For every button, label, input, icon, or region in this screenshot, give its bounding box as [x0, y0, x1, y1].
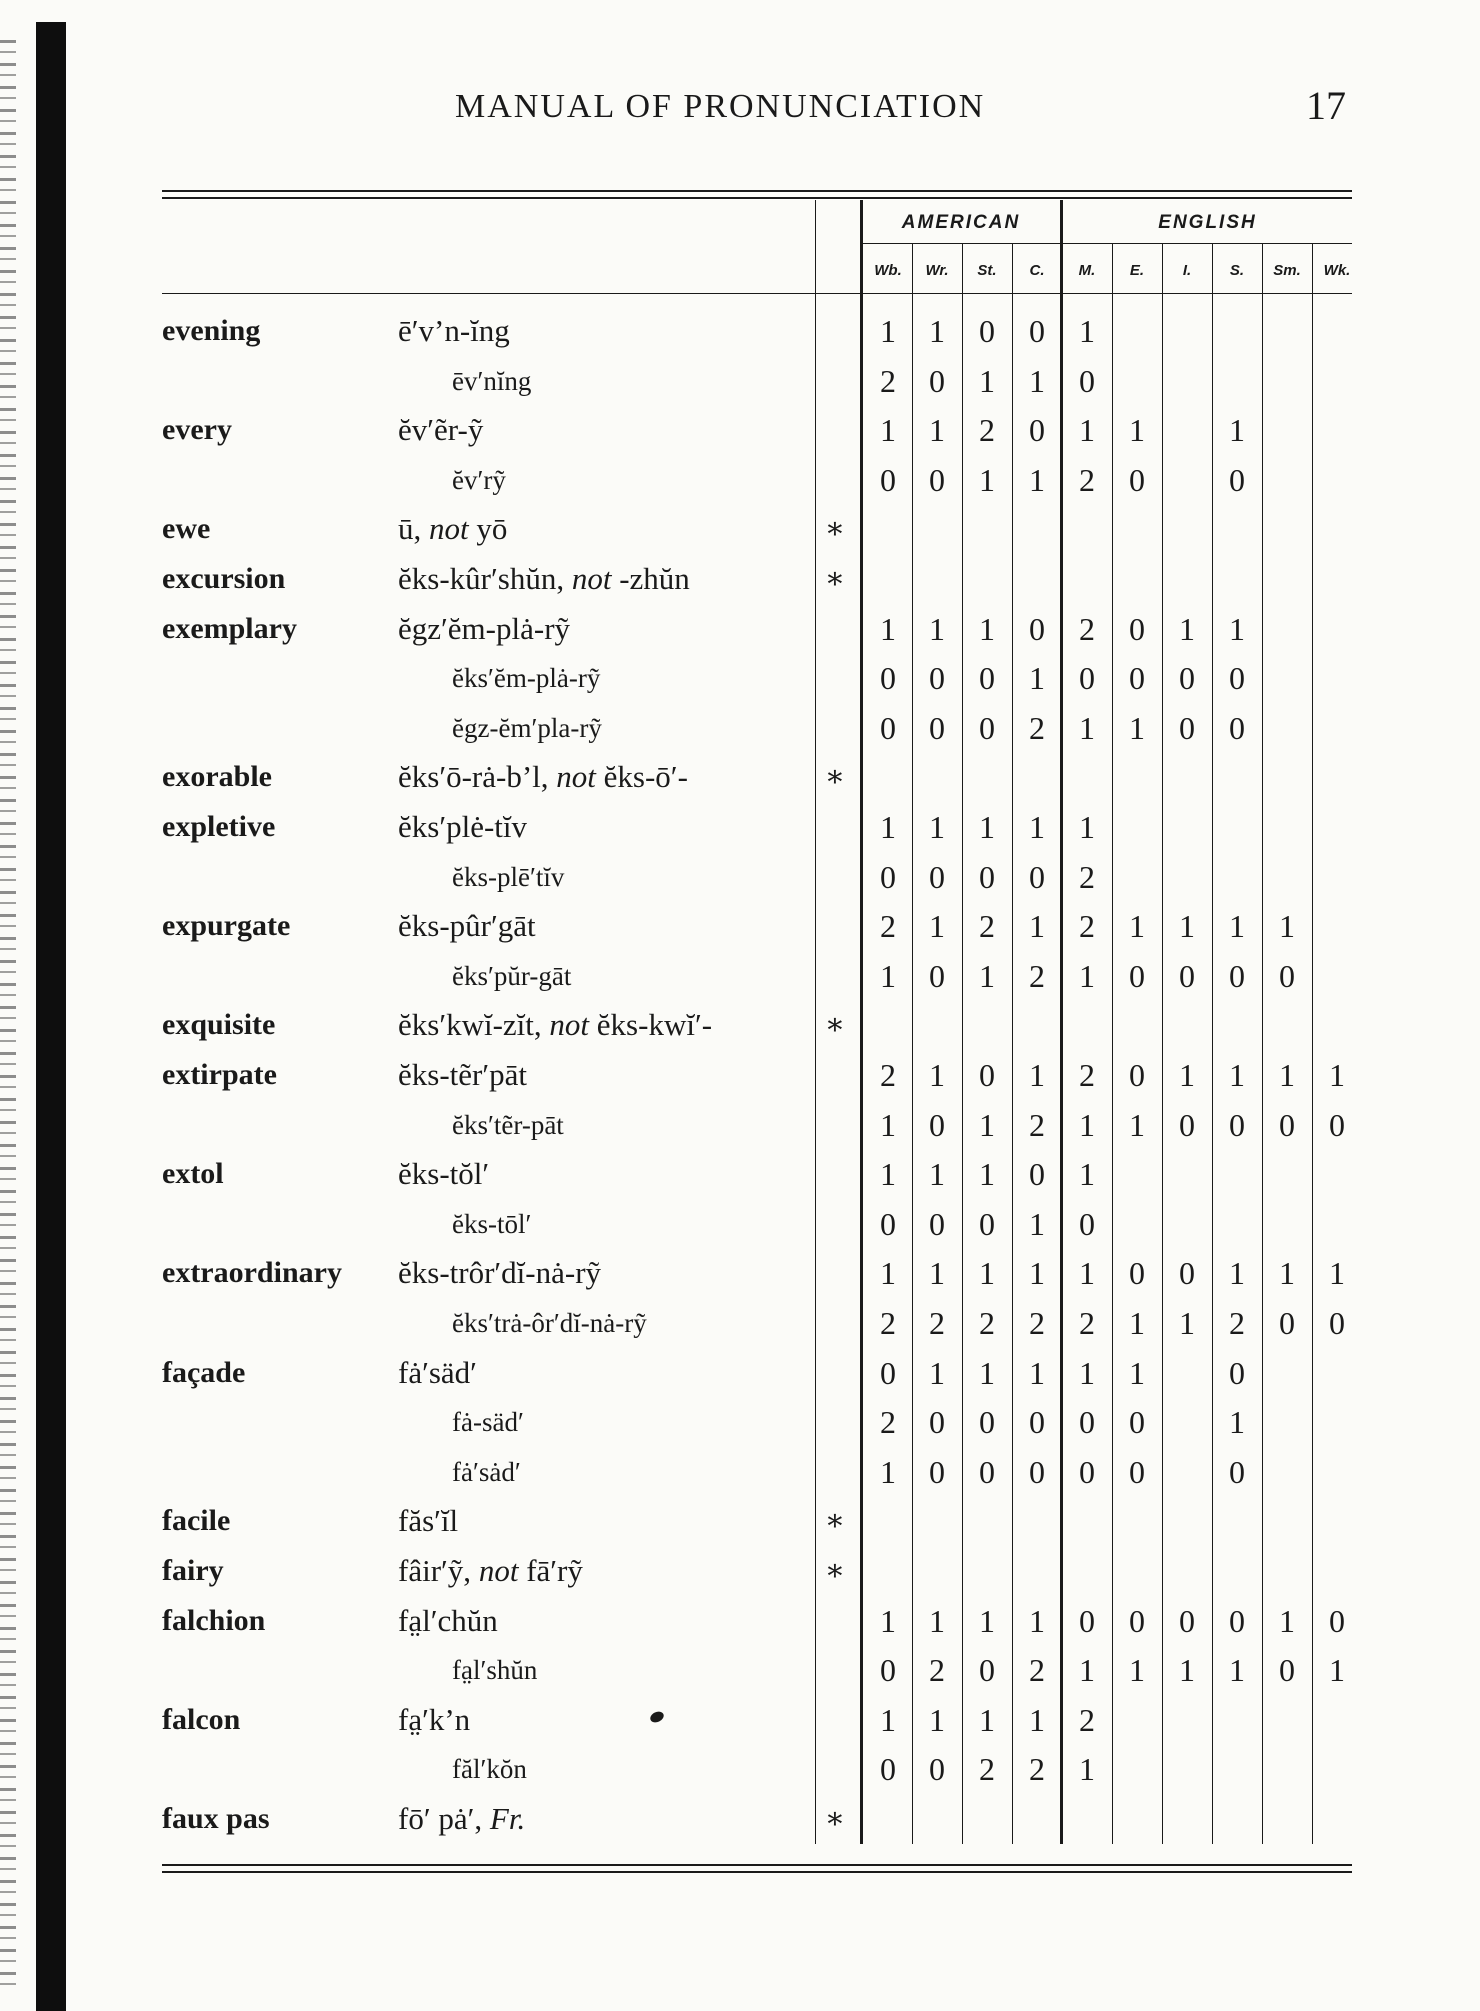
column-header-c: C.	[1029, 262, 1045, 279]
vote-cell: 1	[1079, 957, 1095, 994]
vote-cell: 0	[1179, 1602, 1195, 1639]
vote-cell: 1	[1079, 1255, 1095, 1292]
vote-cell: 0	[979, 313, 995, 349]
vote-cell: 1	[1179, 1652, 1195, 1689]
vote-cell: 0	[1129, 1057, 1145, 1093]
headword: exquisite	[162, 1008, 276, 1042]
vote-cell: 1	[1229, 1255, 1245, 1292]
vote-cell: 1	[1029, 660, 1045, 697]
pronunciation: fȧ′säd′	[398, 1354, 477, 1390]
vote-cell: 1	[929, 610, 945, 647]
vote-cell: 0	[880, 1205, 896, 1242]
top-rule-2	[162, 197, 1352, 199]
vote-cell: 0	[1029, 1453, 1045, 1490]
vote-cell: 0	[1229, 1602, 1245, 1639]
bottom-rule-2	[162, 1871, 1352, 1873]
vote-cell: 1	[1129, 1354, 1145, 1391]
binding-shadow	[36, 22, 66, 2011]
headword: extol	[162, 1157, 224, 1191]
pronunciation: ĕks′trȧ-ôr′dĭ-nȧ-rỹ	[452, 1308, 647, 1338]
vote-cell: 0	[1029, 1156, 1045, 1193]
page-number: 17	[1306, 83, 1346, 128]
vote-cell: 1	[1129, 908, 1145, 945]
vote-cell: 0	[880, 709, 896, 746]
vote-cell: 0	[979, 858, 995, 895]
vote-cell: 1	[1129, 1106, 1145, 1143]
vote-cell: 1	[929, 1602, 945, 1639]
column-header-wk: Wk.	[1323, 262, 1351, 279]
vote-cell: 0	[1279, 957, 1295, 994]
vote-cell: 1	[1179, 610, 1195, 647]
vote-cell: 1	[1279, 1057, 1295, 1093]
vote-cell: 1	[880, 1701, 896, 1738]
column-header-sm: Sm.	[1273, 262, 1301, 279]
vote-cell: 1	[880, 957, 896, 994]
vote-cell: 2	[1079, 1305, 1095, 1341]
vote-cell: 1	[929, 1255, 945, 1292]
vote-cell: 1	[1229, 610, 1245, 647]
headword: falchion	[162, 1603, 266, 1637]
vote-cell: 1	[1079, 1106, 1095, 1143]
group-english: ENGLISH	[1158, 212, 1257, 233]
pronunciation: făs′ĭl	[398, 1503, 459, 1539]
vote-cell: 2	[1029, 1652, 1045, 1689]
pronunciation: fa̤l′shŭn	[452, 1655, 538, 1686]
headword: ewe	[162, 512, 211, 546]
vote-cell: 1	[979, 1602, 995, 1639]
vote-cell: 0	[1129, 1404, 1145, 1441]
vote-cell: 0	[1129, 1602, 1145, 1639]
vote-cell: 0	[1079, 660, 1095, 697]
headword: exorable	[162, 760, 272, 794]
pronunciation: ĕks-trôr′dĭ-nȧ-rỹ	[398, 1255, 602, 1291]
vote-cell: 1	[880, 1106, 896, 1143]
vote-cell: 2	[880, 908, 896, 945]
vote-cell: 0	[1179, 957, 1195, 994]
column-header-s: S.	[1229, 262, 1245, 279]
header-bottom-rule	[162, 293, 1352, 294]
vote-cell: 1	[1179, 908, 1195, 945]
vote-cell: 0	[929, 1106, 945, 1143]
vote-cell: 0	[929, 461, 945, 498]
headword: faux pas	[162, 1802, 270, 1835]
vote-cell: 2	[1029, 1106, 1045, 1143]
vote-cell: 0	[1029, 412, 1045, 449]
vote-cell: 1	[1079, 1354, 1095, 1391]
vote-cell: 0	[1279, 1652, 1295, 1689]
vote-cell: 0	[929, 957, 945, 994]
vote-cell: 1	[1129, 709, 1145, 746]
vote-cell: 1	[929, 412, 945, 449]
column-header-wr: Wr.	[925, 262, 949, 279]
pronunciation: fa̤l′chŭn	[398, 1602, 498, 1638]
pronunciation: ĕks′plė-tĭv	[398, 809, 528, 844]
vote-cell: 0	[929, 709, 945, 746]
vote-cell: 1	[1129, 1305, 1145, 1341]
vote-cell: 1	[1129, 1652, 1145, 1689]
vote-cell: 1	[979, 610, 995, 647]
vote-cell: 1	[1079, 313, 1095, 349]
headword: expurgate	[162, 909, 291, 943]
page-binding-edge	[0, 0, 64, 2011]
pronunciation: ū, not yō	[398, 511, 508, 547]
headword: extraordinary	[162, 1256, 342, 1290]
vote-cell: 2	[1079, 1701, 1095, 1738]
vote-cell: 1	[979, 809, 995, 845]
vote-cell: 0	[1079, 1205, 1095, 1242]
vote-cell: 2	[1029, 1751, 1045, 1788]
headword: facile	[162, 1504, 231, 1538]
vote-cell: 1	[1029, 1057, 1045, 1093]
star-col-left-line	[815, 200, 816, 1844]
vote-cell: 1	[929, 313, 945, 349]
pronunciation: ĕgz′ĕm-plȧ-rỹ	[398, 610, 571, 646]
vote-cell: 1	[1079, 1652, 1095, 1689]
preferred-marker: ∗	[824, 562, 846, 595]
vote-cell: 1	[929, 1156, 945, 1193]
column-header-e: E.	[1129, 262, 1145, 279]
vote-cell: 0	[1229, 1106, 1245, 1143]
ink-blot	[649, 1710, 666, 1725]
vote-cell: 1	[880, 1602, 896, 1639]
pronunciation: ĕks′ō-rȧ-b’l, not ĕks-ō′-	[398, 759, 688, 795]
pronunciation: ĕv′rỹ	[452, 464, 506, 495]
pronunciation: ĕks-tŏl′	[398, 1156, 490, 1192]
vote-cell: 0	[929, 362, 945, 399]
vote-cell: 1	[1029, 1205, 1045, 1242]
vote-cell: 1	[979, 461, 995, 498]
vote-cell: 0	[1029, 610, 1045, 647]
vote-cell: 1	[979, 1354, 995, 1391]
vote-cell: 1	[1079, 1751, 1095, 1788]
vote-cell: 0	[979, 1057, 995, 1093]
vote-cell: 1	[929, 1354, 945, 1391]
vote-cell: 1	[1079, 709, 1095, 746]
pronunciation: ĕks-tẽr′pāt	[398, 1057, 527, 1092]
vote-cell: 2	[1029, 957, 1045, 994]
vote-cell: 1	[929, 908, 945, 945]
vote-cell: 1	[929, 809, 945, 845]
vote-cell: 2	[1079, 461, 1095, 498]
vote-cell: 0	[929, 858, 945, 895]
preferred-marker: ∗	[824, 760, 846, 794]
vote-cell: 2	[1229, 1305, 1245, 1341]
vote-cell: 0	[1129, 610, 1145, 647]
headword: extirpate	[162, 1058, 277, 1091]
running-head: MANUAL OF PRONUNCIATION	[455, 88, 986, 125]
vote-cell: 0	[1079, 1453, 1095, 1490]
vote-cell: 0	[979, 1404, 995, 1441]
vote-cell: 1	[929, 1701, 945, 1738]
vote-cell: 0	[1229, 660, 1245, 697]
vote-cell: 1	[1229, 908, 1245, 945]
vote-cell: 0	[1129, 660, 1145, 697]
vote-cell: 1	[979, 957, 995, 994]
vote-cell: 1	[1329, 1652, 1345, 1689]
headword: exemplary	[162, 611, 297, 645]
vote-cell: 0	[1279, 1305, 1295, 1341]
vote-cell: 1	[1079, 1156, 1095, 1193]
vote-cell: 0	[1279, 1106, 1295, 1143]
vote-cell: 2	[979, 1751, 995, 1788]
vote-cell: 0	[880, 1354, 896, 1391]
headword: falcon	[162, 1702, 241, 1736]
vote-cell: 2	[1079, 610, 1095, 647]
vote-cell: 2	[880, 1404, 896, 1441]
vote-cell: 1	[929, 1057, 945, 1093]
pronunciation: ĕgz-ĕm′pla-rỹ	[452, 712, 602, 743]
preferred-marker: ∗	[824, 512, 846, 546]
vote-cell: 1	[880, 1453, 896, 1490]
vote-cell: 0	[1329, 1305, 1345, 1341]
vote-cell: 1	[1179, 1305, 1195, 1341]
vote-cell: 2	[929, 1305, 945, 1341]
vote-cell: 1	[1079, 412, 1095, 449]
vote-cell: 2	[1029, 1305, 1045, 1341]
headword: façade	[162, 1355, 246, 1389]
pronunciation: ĕks-pûr′gāt	[398, 908, 536, 944]
vote-cell: 0	[1179, 1255, 1195, 1292]
vote-cell: 1	[880, 412, 896, 449]
vote-cell: 0	[979, 1453, 995, 1490]
column-header-wb: Wb.	[874, 262, 902, 279]
vote-cell: 0	[929, 1205, 945, 1242]
pronunciation: ĕks′tẽr-pāt	[452, 1109, 564, 1140]
vote-cell: 0	[979, 1205, 995, 1242]
vote-cell: 1	[1029, 1701, 1045, 1738]
vote-cell: 1	[1229, 1652, 1245, 1689]
vote-cell: 1	[1229, 1404, 1245, 1441]
vote-cell: 0	[1329, 1106, 1345, 1143]
vote-cell: 1	[1229, 1057, 1245, 1093]
vote-cell: 1	[880, 1255, 896, 1292]
vote-cell: 0	[1229, 957, 1245, 994]
vote-cell: 1	[880, 610, 896, 647]
pronunciation: fa̤′k’n	[398, 1701, 471, 1737]
pronunciation: ĕks-tōl′	[452, 1208, 532, 1239]
vote-cell: 1	[1079, 809, 1095, 845]
vote-cell: 2	[1079, 858, 1095, 895]
top-rule	[162, 190, 1352, 192]
vote-cell: 2	[880, 362, 896, 399]
vote-cell: 2	[979, 908, 995, 945]
vote-cell: 0	[1179, 709, 1195, 746]
vote-cell: 0	[1029, 858, 1045, 895]
vote-cell: 0	[979, 1652, 995, 1689]
vote-cell: 0	[880, 1751, 896, 1788]
preferred-marker: ∗	[824, 1554, 846, 1587]
vote-cell: 0	[1129, 461, 1145, 498]
vote-cell: 0	[880, 461, 896, 498]
vote-cell: 2	[880, 1305, 896, 1341]
vote-cell: 1	[880, 809, 896, 845]
pronunciation: ēv′nĭng	[452, 365, 532, 396]
vote-cell: 1	[1329, 1057, 1345, 1093]
vote-cell: 0	[1329, 1602, 1345, 1639]
pronunciation: fȧ′sȧd′	[452, 1456, 521, 1487]
vote-cell: 2	[979, 1305, 995, 1341]
vote-cell: 1	[1229, 412, 1245, 449]
vote-cell: 1	[1179, 1057, 1195, 1093]
vote-cell: 1	[1029, 1255, 1045, 1292]
vote-cell: 0	[1229, 1453, 1245, 1490]
vote-cell: 0	[880, 660, 896, 697]
headword: fairy	[162, 1554, 224, 1587]
vote-cell: 1	[979, 1701, 995, 1738]
vote-cell: 0	[1079, 1602, 1095, 1639]
headword: excursion	[162, 562, 286, 595]
vote-cell: 0	[1079, 1404, 1095, 1441]
vote-cell: 0	[929, 1404, 945, 1441]
vote-cell: 1	[1279, 908, 1295, 945]
frayed-edge	[0, 40, 16, 1990]
pronunciation: ĕks′kwĭ-zĭt, not ĕks-kwĭ′-	[398, 1007, 713, 1043]
group-sub-rule	[863, 243, 1352, 244]
vote-cell: 0	[1229, 709, 1245, 746]
pronunciation: ĕks-plē′tĭv	[452, 861, 565, 892]
vote-cell: 1	[979, 1106, 995, 1143]
vote-cell: 1	[979, 1255, 995, 1292]
vote-cell: 0	[880, 858, 896, 895]
pronunciation: făl′kŏn	[452, 1754, 527, 1785]
vote-cell: 1	[1129, 412, 1145, 449]
vote-cell: 0	[929, 1453, 945, 1490]
vote-cell: 0	[1129, 1255, 1145, 1292]
group-american: AMERICAN	[901, 212, 1021, 233]
pronunciation: fȧ-säd′	[452, 1407, 524, 1438]
vote-cell: 1	[979, 362, 995, 399]
pronunciation: ĕks-kûr′shŭn, not -zhŭn	[398, 561, 690, 596]
vote-cell: 0	[1179, 660, 1195, 697]
vote-cell: 0	[929, 660, 945, 697]
vote-cell: 1	[1329, 1255, 1345, 1292]
headword: every	[162, 413, 232, 447]
vote-cell: 1	[1029, 908, 1045, 945]
headword: expletive	[162, 810, 276, 843]
vote-cell: 0	[1129, 1453, 1145, 1490]
vote-cell: 0	[979, 709, 995, 746]
vote-cell: 0	[929, 1751, 945, 1788]
vote-cell: 1	[1029, 362, 1045, 399]
vote-cell: 1	[1029, 809, 1045, 845]
vote-cell: 1	[979, 1156, 995, 1193]
vote-cell: 1	[880, 1156, 896, 1193]
vote-cell: 2	[1029, 709, 1045, 746]
pronunciation: ĕv′ẽr-ỹ	[398, 412, 484, 448]
vote-cell: 2	[929, 1652, 945, 1689]
vote-cell: 1	[1029, 1354, 1045, 1391]
pronunciation: ĕks′ĕm-plȧ-rỹ	[452, 663, 601, 694]
vote-cell: 0	[1029, 313, 1045, 349]
vote-cell: 2	[880, 1057, 896, 1093]
vote-cell: 0	[1229, 461, 1245, 498]
vote-cell: 0	[1079, 362, 1095, 399]
vote-cell: 2	[1079, 1057, 1095, 1093]
pronunciation: ĕks′pŭr-gāt	[452, 960, 572, 991]
vote-cell: 0	[979, 660, 995, 697]
vote-cell: 0	[1029, 1404, 1045, 1441]
vote-cell: 0	[880, 1652, 896, 1689]
vote-cell: 1	[880, 313, 896, 349]
vote-cell: 0	[1129, 957, 1145, 994]
vote-cell: 2	[1079, 908, 1095, 945]
headword: evening	[162, 314, 261, 347]
pronunciation: fō′ pȧ′, Fr.	[398, 1801, 526, 1836]
bottom-rule	[162, 1864, 1352, 1866]
vote-cell: 0	[1179, 1106, 1195, 1143]
pronunciation: fâir′ỹ, not fā′rỹ	[398, 1553, 583, 1588]
column-header-m: M.	[1078, 262, 1096, 279]
pronunciation: ē′v’n-ĭng	[398, 313, 510, 348]
vote-cell: 2	[979, 412, 995, 449]
preferred-marker: ∗	[824, 1504, 846, 1538]
vote-cell: 1	[1029, 1602, 1045, 1639]
preferred-marker: ∗	[824, 1008, 846, 1042]
vote-cell: 1	[1029, 461, 1045, 498]
vote-cell: 1	[1279, 1602, 1295, 1639]
vote-cell: 0	[1229, 1354, 1245, 1391]
column-header-st: St.	[977, 262, 997, 279]
column-header-i: I.	[1182, 262, 1192, 279]
vote-cell: 1	[1279, 1255, 1295, 1292]
preferred-marker: ∗	[824, 1802, 846, 1835]
